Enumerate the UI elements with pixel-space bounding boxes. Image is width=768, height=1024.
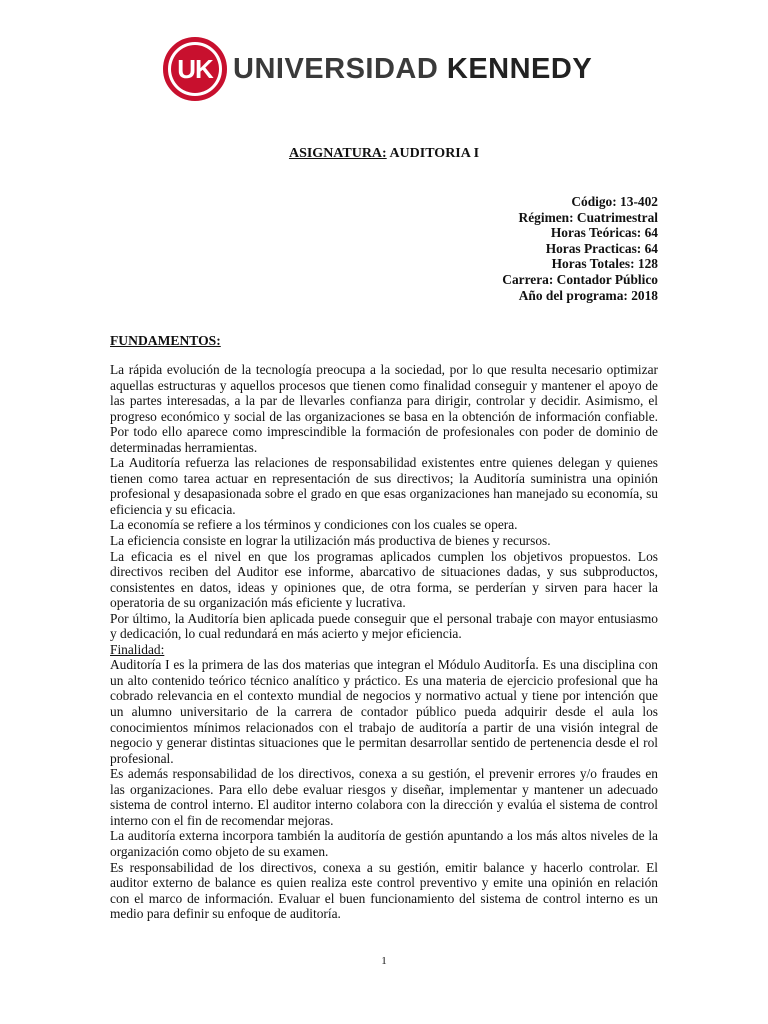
paragraph: La Auditoría refuerza las relaciones de responsabilidad existentes entre quienes delegan y quienes tienen como tarea actuar en representación de sus directivos; la Auditoría suministra una opinión profesional y desapasionada sobre el grado en que esas organizaciones han manejado su economía, su eficiencia y su eficacia.	[110, 455, 658, 517]
paragraph: Es además responsabilidad de los directivos, conexa a su gestión, el prevenir errores y/o fraudes en las organizaciones. Para ello debe evaluar riesgos y diseñar, implementar y mantener un adecuado sistema de control interno. El auditor interno colabora con la dirección y evalúa el sistema de control interno con el fin de recomendar mejoras.	[110, 766, 658, 828]
document-body	[110, 362, 658, 922]
paragraph: La eficiencia consiste en lograr la utilización más productiva de bienes y recursos.	[110, 533, 551, 549]
university-logo	[163, 34, 592, 104]
meta-regime: Régimen: Cuatrimestral	[518, 209, 658, 225]
subheading-finalidad: Finalidad:	[110, 641, 165, 657]
paragraph: La eficacia es el nivel en que los programas aplicados cumplen los objetivos propuestos. Los directivos reciben del Auditor ese informe, abarcativo de situaciones dadas, y sus subproductos, consistentes en datos, ideas y opiniones que, de otra forma, se perderían y sirven para hacer la operatoria de su organización más eficiente y lucrativa.	[110, 548, 658, 611]
meta-practice-hours: Horas Practicas: 64	[545, 240, 658, 256]
logo-wordmark	[233, 53, 592, 86]
subject-label: ASIGNATURA:	[288, 146, 387, 161]
subject-value: AUDITORIA I	[389, 146, 480, 161]
paragraph: La economía se refiere a los términos y condiciones con los cuales se opera.	[110, 517, 518, 533]
meta-career: Carrera: Contador Público	[502, 271, 658, 287]
paragraph: Auditoría I es la primera de las dos materias que integran el Módulo AuditorÍa. Es una disciplina con un alto contenido teórico técnico analítico y práctico. Es una materia de ejercicio profesional que ha cobrado relevancia en el contexto mundial de negocios y normativo actual y tiene por intención que un alumno universitario de la carrera de contador público pueda adquirir desde el aula los conocimientos mínimos relacionados con el trabajo de auditoría a partir de una visión integral de negocio y generar distintas situaciones que le permitan desarrollar sentido de pertenencia desde el rol profesional.	[110, 657, 658, 766]
logo-emblem	[163, 37, 227, 101]
page-number: 1	[381, 955, 387, 967]
paragraph: La rápida evolución de la tecnología preocupa a la sociedad, por lo que resulta necesario optimizar aquellas estructuras y aquellos procesos que tienen como finalidad conseguir y mantener el apoyo de las partes interesadas, a la par de llevarles confianza para dirigir, controlar y decidir. Asimismo, el progreso económico y social de las organizaciones se basa en la obtención de información confiable. Por todo ello aparece como imprescindible la formación de profesionales con poder de dominio de determinadas herramientas.	[110, 362, 658, 455]
course-meta	[502, 194, 658, 303]
logo-word-kennedy: KENNEDY	[446, 52, 593, 85]
section-heading: FUNDAMENTOS:	[110, 333, 221, 348]
logo-initials: UK	[171, 45, 219, 93]
paragraph: Es responsabilidad de los directivos, conexa a su gestión, emitir balance y hacerlo controlar. El auditor externo de balance es quien realiza este control preventivo y emite una opinión en relación con el marco de información. Evaluar el buen funcionamiento del sistema de control interno es un medio para definir su enfoque de auditoría.	[110, 859, 658, 922]
subject-title	[0, 146, 768, 162]
paragraph: Por último, la Auditoría bien aplicada puede conseguir que el personal trabaje con mayor entusiasmo y dedicación, lo cual redundará en más acierto y mejor eficiencia.	[110, 610, 658, 642]
paragraph: La auditoría externa incorpora también la auditoría de gestión apuntando a los más altos niveles de la organización como objeto de su examen.	[110, 828, 658, 859]
meta-theory-hours: Horas Teóricas: 64	[550, 225, 658, 241]
meta-code: Código: 13-402	[571, 194, 658, 209]
meta-program-year: Año del programa: 2018	[518, 287, 658, 303]
logo-word-universidad: UNIVERSIDAD	[233, 52, 439, 85]
meta-total-hours: Horas Totales: 128	[551, 256, 658, 272]
